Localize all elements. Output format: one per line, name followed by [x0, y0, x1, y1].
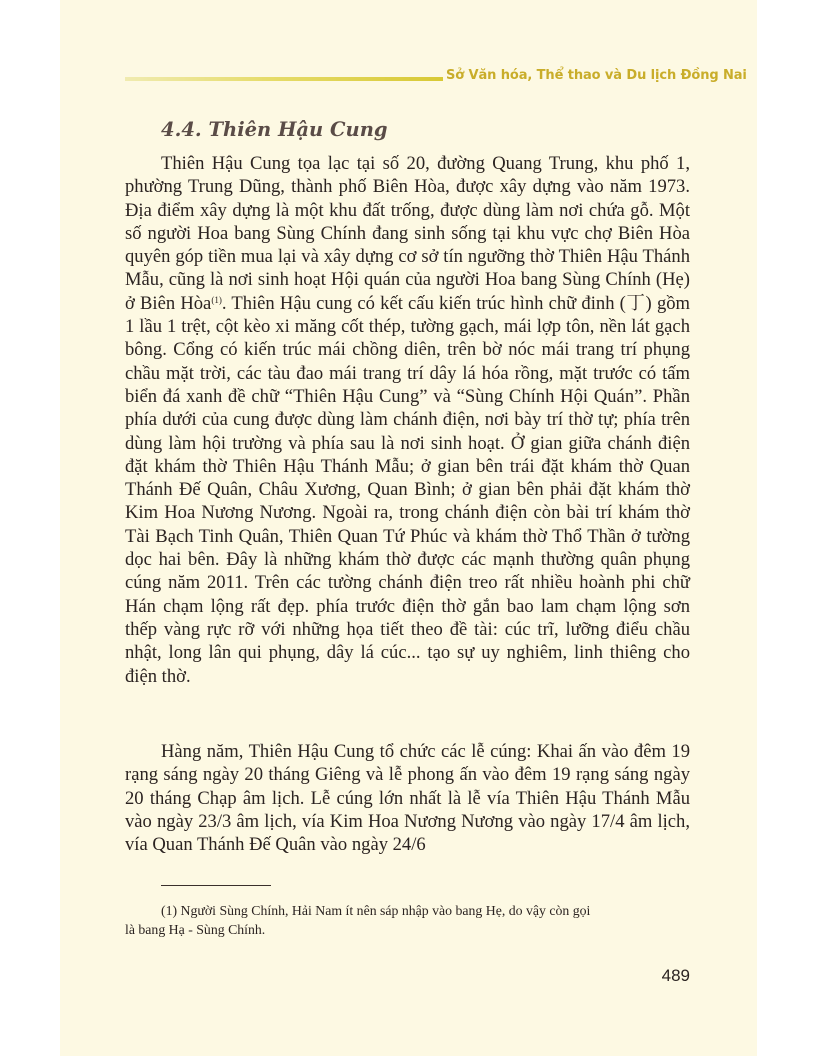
- paragraph-1-text-a: Thiên Hậu Cung tọa lạc tại số 20, đường Quang Trung, khu phố 1, phường Trung Dũng, thành phố Biên Hòa, được xây dựng vào năm 1973. Địa điểm xây dựng là một khu đất trống, được dùng làm nơi chứa gỗ. Một số người Hoa bang Sùng Chính đang sinh sống tại khu vực chợ Biên Hòa quyên góp tiền mua lại và xây dựng cơ sở tín ngưỡng thờ Thiên Hậu Thánh Mẫu, cũng là nơi sinh hoạt Hội quán của người Hoa bang Sùng Chính (Hẹ) ở Biên Hòa: [125, 153, 690, 314]
- footnote-separator: [161, 885, 271, 886]
- section-heading: 4.4. Thiên Hậu Cung: [161, 118, 388, 141]
- footnote-marker: (1): [161, 903, 178, 918]
- page-number: 489: [661, 966, 690, 985]
- running-header: Sở Văn hóa, Thể thao và Du lịch Đồng Nai: [446, 68, 747, 83]
- body-paragraph-1: [125, 152, 690, 688]
- footnote-line-1: Người Sùng Chính, Hải Nam ít nên sáp nhập vào bang Hẹ, do vậy còn gọi: [180, 903, 591, 918]
- footnote-reference[interactable]: (1): [211, 294, 222, 305]
- paragraph-1-text-b: . Thiên Hậu cung có kết cấu kiến trúc hình chữ đinh (丁) gồm 1 lầu 1 trệt, cột kèo xi măng cốt thép, tường gạch, mái lợp tôn, nền lát gạch bông. Cổng có kiến trúc mái chồng diên, trên bờ nóc mái trang trí phụng chầu mặt trời, các tàu đao mái trang trí dây lá hóa rồng, mặt trước có tấm biển đá xanh đề chữ “Thiên Hậu Cung” và “Sùng Chính Hội Quán”. Phần phía dưới của cung được dùng làm chánh điện, nơi bày trí thờ tự; phía trên dùng làm hội trường và phía sau là nơi sinh hoạt. Ở gian giữa chánh điện đặt khám thờ Thiên Hậu Thánh Mẫu; ở gian bên trái đặt khám thờ Quan Thánh Đế Quân, Châu Xương, Quan Bình; ở gian bên phải đặt khám thờ Kim Hoa Nương Nương. Ngoài ra, trong chánh điện còn bài trí khám thờ Tài Bạch Tinh Quân, Thiên Quan Tứ Phúc và khám thờ Thổ Thần ở tường dọc hai bên. Đây là những khám thờ được các mạnh thường quân phụng cúng năm 2011. Trên các tường chánh điện treo rất nhiều hoành phi chữ Hán chạm lộng rất đẹp. phía trước điện thờ gắn bao lam chạm lộng sơn thếp vàng rực rỡ với những họa tiết theo đề tài: cúc trĩ, lưỡng điểu chầu nhật, long lân qui phụng, dây lá cúc... tạo sự uy nghiêm, linh thiêng cho điện thờ.: [125, 292, 690, 687]
- body-paragraph-2: Hàng năm, Thiên Hậu Cung tổ chức các lễ cúng: Khai ấn vào đêm 19 rạng sáng ngày 20 tháng Giêng và lễ phong ấn vào đêm 19 rạng sáng ngày 20 tháng Chạp âm lịch. Lễ cúng lớn nhất là lễ vía Thiên Hậu Thánh Mẫu vào ngày 23/3 âm lịch, vía Kim Hoa Nương Nương vào ngày 17/4 âm lịch, vía Quan Thánh Đế Quân vào ngày 24/6: [125, 741, 690, 856]
- footnote-line-2: là bang Hạ - Sùng Chính.: [125, 922, 266, 937]
- footnote: [125, 901, 691, 939]
- header-rule: [125, 77, 443, 81]
